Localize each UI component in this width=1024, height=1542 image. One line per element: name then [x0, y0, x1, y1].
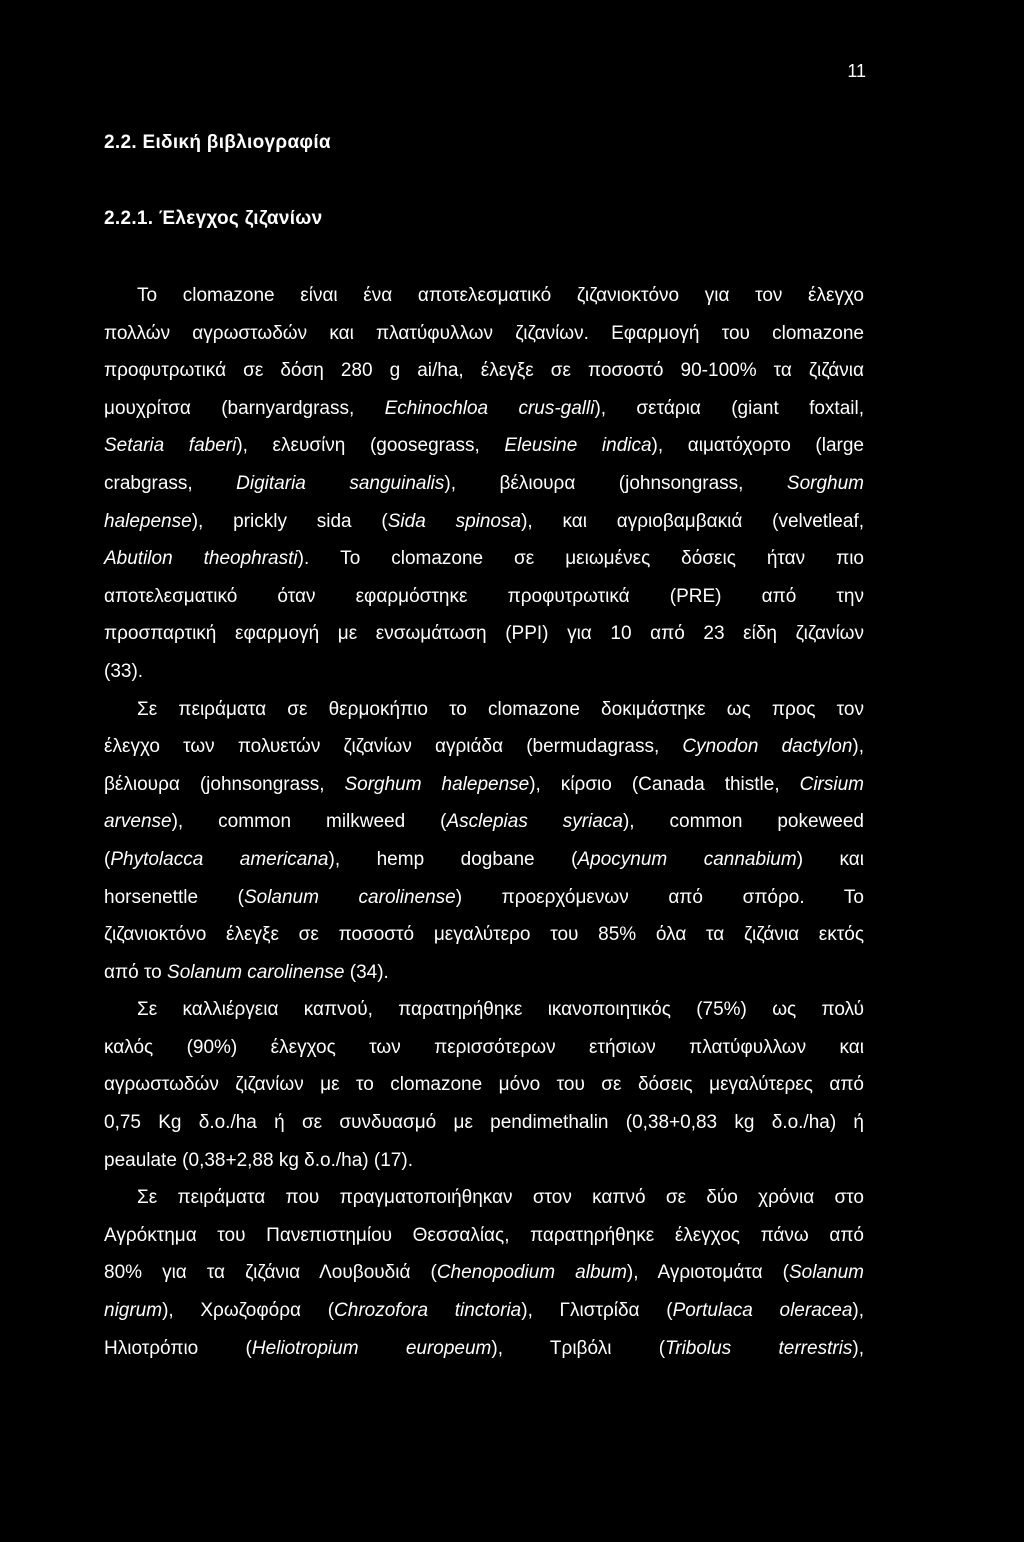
text-segment: ), κίρσιο (Canada thistle, — [529, 773, 800, 795]
italic-text: Asclepias syriaca — [446, 811, 623, 833]
text-line — [104, 766, 864, 804]
text-segment: ), αιματόχορτο (large — [651, 435, 864, 457]
text-segment: ) και — [796, 848, 864, 870]
text-line — [104, 1254, 864, 1292]
italic-text: Heliotropium europeum — [251, 1337, 492, 1359]
text-segment: (33). — [104, 660, 144, 682]
italic-text: Eleusine indica — [504, 435, 652, 457]
text-line — [104, 503, 864, 541]
text-segment: 0,75 Kg δ.ο./ha ή σε συνδυασμό με pendimethalin (0,38+0,83 kg δ.ο./ha) ή — [104, 1112, 864, 1134]
text-segment: Σε καλλιέργεια καπνού, παρατηρήθηκε ικανοποιητικός (75%) ως πολύ — [137, 999, 864, 1021]
text-segment: ), και αγριοβαμβακιά (velvetleaf, — [521, 510, 865, 532]
text-segment: ), Χρωζοφόρα ( — [162, 1300, 335, 1322]
text-line — [104, 578, 864, 616]
text-segment: Ηλιοτρόπιο ( — [104, 1337, 252, 1359]
text-segment: έλεγχο των πολυετών ζιζανίων αγριάδα (bermudagrass, — [104, 736, 683, 758]
text-line — [104, 691, 864, 729]
italic-text: Solanum carolinense — [167, 961, 345, 983]
italic-text: Solanum carolinense — [243, 886, 456, 908]
text-line — [104, 991, 864, 1029]
italic-text: Sida spinosa — [387, 510, 522, 532]
text-line — [104, 540, 864, 578]
text-segment: ), — [852, 1300, 865, 1322]
italic-text: Chenopodium album — [436, 1262, 627, 1284]
italic-text: Cynodon dactylon — [682, 736, 853, 758]
text-segment: crabgrass, — [104, 472, 237, 494]
italic-text: nigrum — [104, 1300, 163, 1322]
text-segment: 80% για τα ζιζάνια Λουβουδιά ( — [104, 1262, 437, 1284]
text-line — [104, 315, 864, 353]
text-segment: ). Το clomazone σε μειωμένες δόσεις ήταν πιο — [297, 548, 864, 570]
italic-text: Setaria faberi — [104, 435, 237, 457]
italic-text: Sorghum — [786, 472, 865, 494]
text-segment: βέλιουρα (johnsongrass, — [104, 773, 345, 795]
text-segment: (34). — [344, 961, 389, 983]
italic-text: Portulaca oleracea — [672, 1300, 853, 1322]
text-line — [104, 352, 864, 390]
text-segment: ), common pokeweed — [622, 811, 864, 833]
italic-text: arvense — [104, 811, 172, 833]
text-segment: Αγρόκτημα του Πανεπιστημίου Θεσσαλίας, παρατηρήθηκε έλεγχος πάνω από — [104, 1224, 864, 1246]
text-line — [104, 841, 864, 879]
text-line — [104, 954, 864, 992]
page-number: 11 — [847, 61, 866, 81]
text-segment: ), — [852, 1337, 865, 1359]
italic-text: Phytolacca americana — [110, 848, 329, 870]
text-line — [104, 916, 864, 954]
text-segment: ), common milkweed ( — [171, 811, 447, 833]
italic-text: Abutilon theophrasti — [104, 548, 298, 570]
italic-text: Tribolus terrestris — [665, 1337, 853, 1359]
italic-text: Echinochloa crus-galli — [384, 397, 595, 419]
text-line — [104, 277, 864, 315]
text-segment: ( — [104, 848, 111, 870]
text-line — [104, 1029, 864, 1067]
text-segment: προφυτρωτικά σε δόση 280 g ai/ha, έλεγξε σε ποσοστό 90-100% τα ζιζάνια — [104, 360, 864, 382]
text-line — [104, 1330, 864, 1368]
text-line — [104, 1104, 864, 1142]
italic-text: Solanum — [789, 1262, 864, 1284]
text-line — [104, 1142, 864, 1180]
italic-text: Apocynum cannabium — [577, 848, 797, 870]
italic-text: Chrozofora tinctoria — [334, 1300, 522, 1322]
text-line — [104, 728, 864, 766]
italic-text: Sorghum halepense — [344, 773, 530, 795]
text-segment: ), σετάρια (giant foxtail, — [594, 397, 864, 419]
subsection-heading: 2.2.1. Έλεγχος ζιζανίων — [104, 208, 323, 229]
text-segment: μουχρίτσα (barnyardgrass, — [104, 397, 385, 419]
text-line — [104, 427, 864, 465]
italic-text: Cirsium — [799, 773, 864, 795]
text-line — [104, 1217, 864, 1255]
text-segment: ), Αγριοτομάτα ( — [626, 1262, 789, 1284]
text-segment: ), Γλιστρίδα ( — [521, 1300, 673, 1322]
text-line — [104, 803, 864, 841]
text-segment: καλός (90%) έλεγχος των περισσότερων ετήσιων πλατύφυλλων και — [104, 1036, 864, 1058]
text-line — [104, 879, 864, 917]
text-segment: ), ελευσίνη (goosegrass, — [236, 435, 505, 457]
text-segment: horsenettle ( — [104, 886, 244, 908]
body-text — [104, 277, 864, 1367]
text-line — [104, 1179, 864, 1217]
text-segment: αγρωστωδών ζιζανίων με το clomazone μόνο του σε δόσεις μεγαλύτερες από — [104, 1074, 864, 1096]
text-segment: ) προερχόμενων από σπόρο. Το — [455, 886, 864, 908]
text-segment: peaulate (0,38+2,88 kg δ.ο./ha) (17). — [104, 1149, 413, 1171]
section-heading: 2.2. Ειδική βιβλιογραφία — [104, 132, 331, 153]
text-line — [104, 1292, 864, 1330]
text-segment: ζιζανιοκτόνο έλεγξε σε ποσοστό μεγαλύτερο του 85% όλα τα ζιζάνια εκτός — [104, 924, 864, 946]
text-segment: πολλών αγρωστωδών και πλατύφυλλων ζιζανίων. Εφαρμογή του clomazone — [104, 322, 864, 344]
text-line — [104, 465, 864, 503]
text-segment: προσπαρτική εφαρμογή με ενσωμάτωση (PPI) για 10 από 23 είδη ζιζανίων — [104, 623, 864, 645]
text-line — [104, 1066, 864, 1104]
text-segment: Το clomazone είναι ένα αποτελεσματικό ζιζανιοκτόνο για τον έλεγχο — [137, 285, 864, 306]
text-segment: ), βέλιουρα (johnsongrass, — [444, 472, 787, 494]
text-segment: Σε πειράματα που πραγματοποιήθηκαν στον καπνό σε δύο χρόνια στο — [137, 1187, 864, 1209]
text-segment: από το — [104, 961, 168, 983]
italic-text: halepense — [104, 510, 192, 532]
text-segment: ), hemp dogbane ( — [328, 848, 578, 870]
text-segment: ), prickly sida ( — [191, 510, 388, 532]
italic-text: Digitaria sanguinalis — [236, 472, 445, 494]
text-segment: ), — [852, 736, 864, 758]
text-segment: ), Τριβόλι ( — [491, 1337, 666, 1359]
text-line — [104, 390, 864, 428]
text-line — [104, 615, 864, 653]
text-segment: αποτελεσματικό όταν εφαρμόστηκε προφυτρωτικά (PRE) από την — [104, 585, 864, 607]
text-segment: Σε πειράματα σε θερμοκήπιο το clomazone δοκιμάστηκε ως προς τον — [137, 698, 864, 720]
text-line — [104, 653, 864, 691]
